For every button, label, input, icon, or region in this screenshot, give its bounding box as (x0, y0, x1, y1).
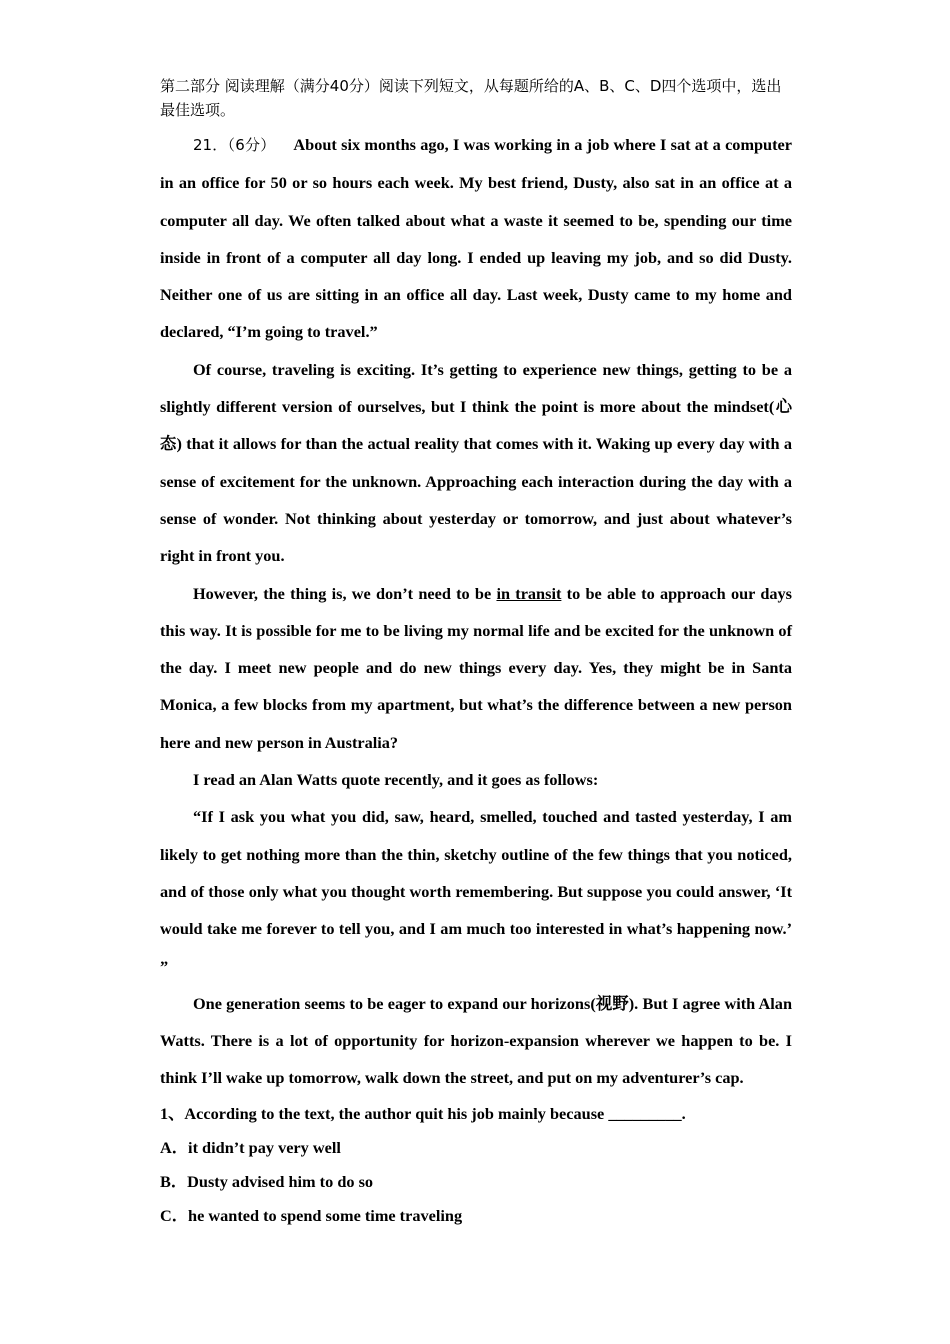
passage-paragraph-5 (160, 798, 792, 984)
option-a: A．it didn’t pay very well (160, 1137, 341, 1157)
underlined-phrase: in transit (496, 583, 562, 603)
question-1: 1、According to the text, the author quit his job mainly because _________. (160, 1103, 686, 1123)
paragraph-2-text: Of course, traveling is exciting. It’s getting to experience new things, getting to be a slightly different version of ourselves, but I think the point is more about the mindset(心态) that it allows for than the actual reality that comes with it. Waking up every day with a sense of excitement for the unknown. Approaching each interaction during the day with a sense of wonder. Not thinking about yesterday or tomorrow, and just about whatever’s right in front you. (160, 359, 792, 566)
option-c: C．he wanted to spend some time traveling (160, 1205, 463, 1225)
section-header: 第二部分 阅读理解（满分40分）阅读下列短文，从每题所给的A、B、C、D四个选项中，选出最佳选项。 (160, 77, 782, 119)
paragraph-6-text: One generation seems to be eager to expand our horizons(视野). But I agree with Alan Watts. There is a lot of opportunity for horizon-expansion wherever we happen to be. I think I’ll wake up tomorrow, walk down the street, and put on my adventurer’s cap. (160, 993, 792, 1088)
paragraph-5-text: “If I ask you what you did, saw, heard, smelled, touched and tasted yesterday, I am likely to get nothing more than the thin, sketchy outline of the few things that you noticed, and of those only what you thought worth remembering. But suppose you could answer, ‘It would take me forever to tell you, and I am much too interested in what’s happening now.’ ” (160, 807, 792, 976)
paragraph-3-text-before: However, the thing is, we don’t need to be (193, 583, 497, 603)
passage-paragraph-3 (160, 575, 792, 761)
passage-paragraph-2 (160, 351, 792, 575)
document-page (160, 74, 792, 1233)
paragraph-1-text: About six months ago, I was working in a job where I sat at a computer in an office for 50 or so hours each week. My best friend, Dusty, also sat in an office at a computer all day. We often talked about what a waste it seemed to be, spending our time inside in front of a computer all day long. I ended up leaving my job, and so did Dusty. Neither one of us are sitting in an office all day. Last week, Dusty came to my home and declared, “I’m going to travel.” (160, 135, 792, 342)
option-b: B．Dusty advised him to do so (160, 1171, 374, 1191)
item-number: 21．（6分） (193, 136, 276, 154)
passage-paragraph-6 (160, 985, 792, 1097)
paragraph-4-text: I read an Alan Watts quote recently, and it goes as follows: (193, 770, 599, 790)
passage-paragraph-4 (160, 761, 792, 798)
passage-paragraph-1 (160, 126, 792, 351)
paragraph-3-text-after: to be able to approach our days this way. It is possible for me to be living my normal life and be excited for the unknown of the day. I meet new people and do new things every day. Yes, they might be in Santa Monica, a few blocks from my apartment, but what’s the difference between a new person here and new person in Australia? (160, 583, 792, 752)
